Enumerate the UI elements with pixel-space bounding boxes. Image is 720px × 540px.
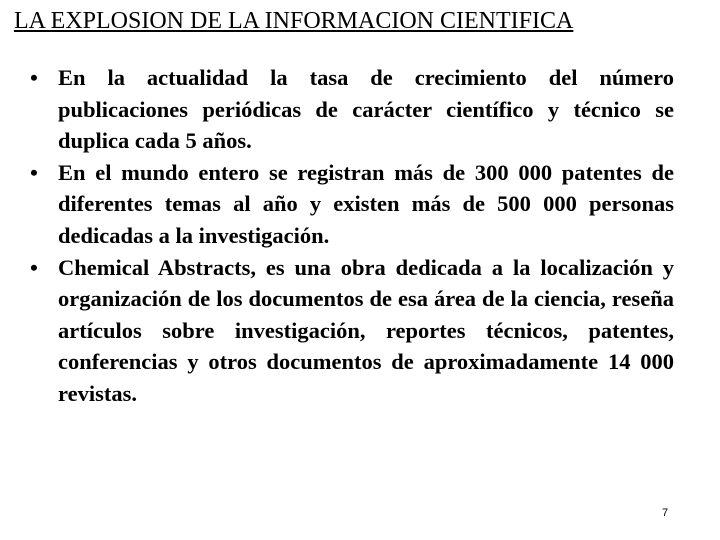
- bullet-marker: •: [30, 65, 38, 90]
- bullet-text-publications: En la actualidad la tasa de crecimiento del número publicaciones periódicas de carácter científico y técnico se duplica cada 5 años.: [58, 65, 674, 154]
- slide-title: LA EXPLOSION DE LA INFORMACION CIENTIFICA: [14, 8, 574, 34]
- bullet-text-patents: En el mundo entero se registran más de 300 000 patentes de diferentes temas al año y existen más de 500 000 personas dedicadas a la investigación.: [58, 159, 674, 248]
- bullet-marker: •: [30, 159, 38, 185]
- bullet-item-publications: [24, 62, 674, 157]
- bullet-item-chemical-abstracts: [24, 252, 674, 410]
- bullet-list: [24, 62, 674, 410]
- bullet-item-patents: [24, 157, 674, 252]
- bullet-text-chemical-abstracts: Chemical Abstracts, es una obra dedicada a la localización y organización de los documentos de esa área de la ciencia, reseña artículos sobre investigación, reportes técnicos, patentes, conferencias y otros documentos de aproximadamente 14 000 revistas.: [58, 254, 674, 406]
- bullet-marker: •: [30, 254, 38, 280]
- page-number: 7: [662, 507, 669, 519]
